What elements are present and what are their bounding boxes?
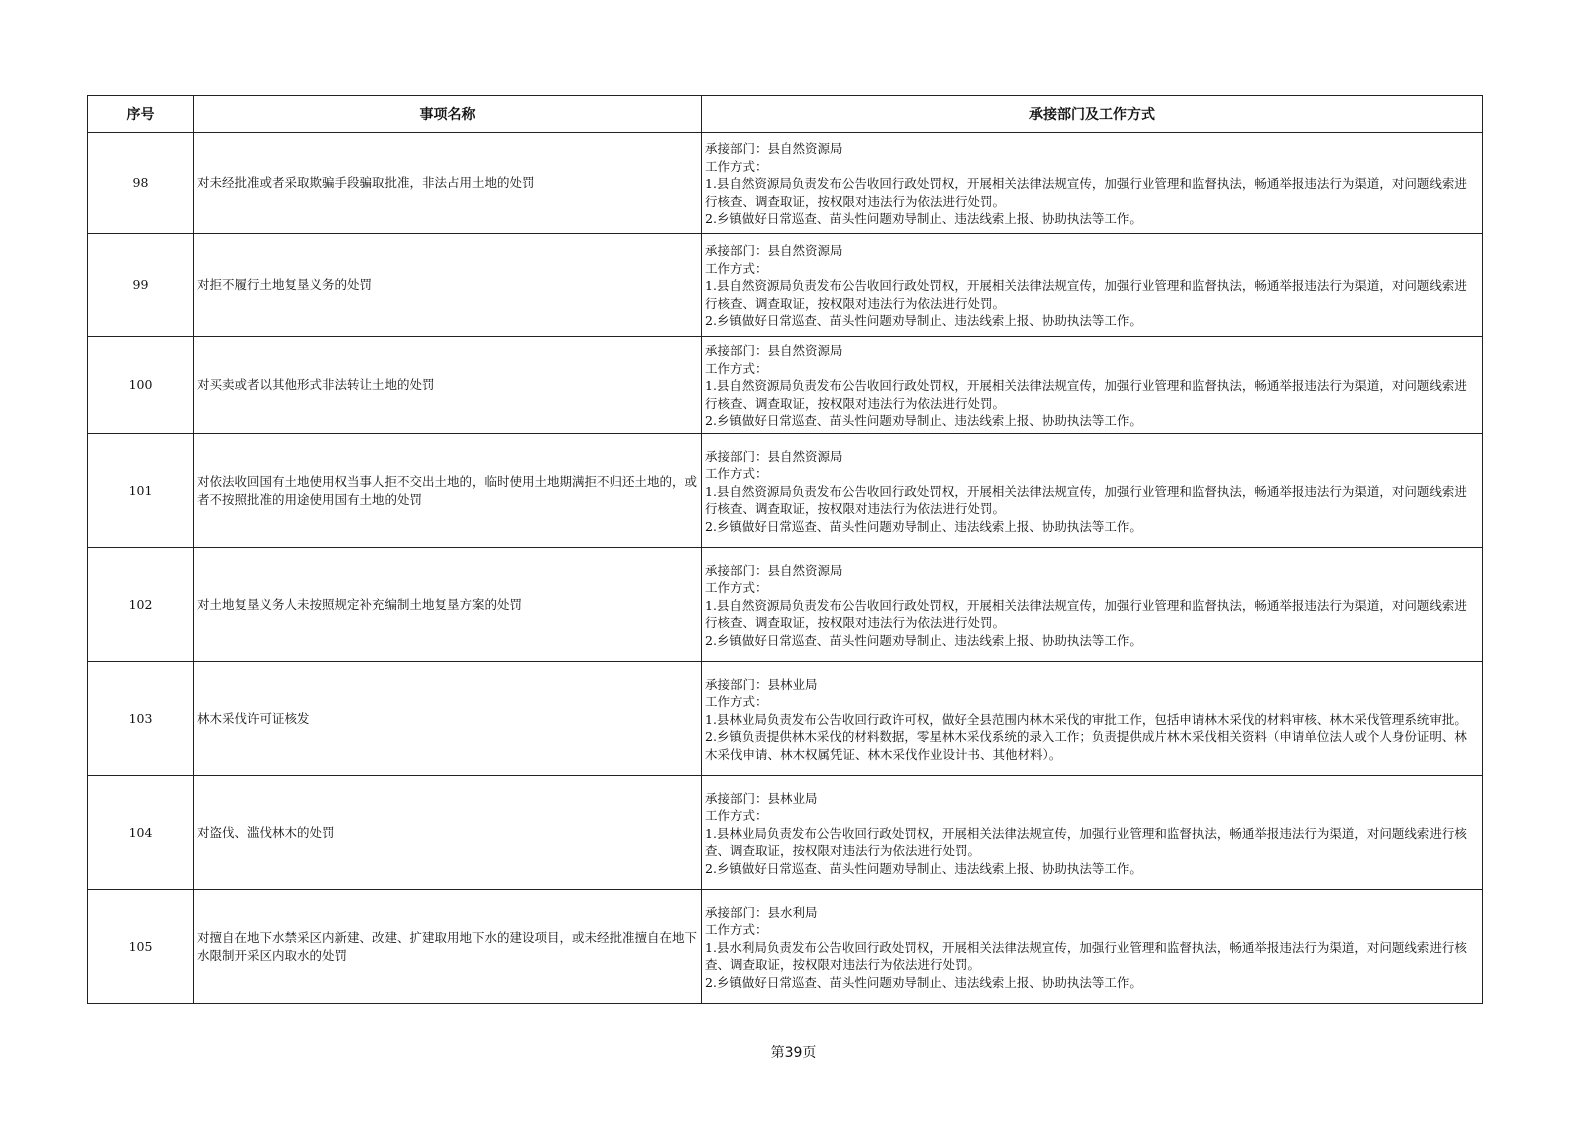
dept-line: 承接部门：县林业局 <box>705 790 818 806</box>
dept-line: 承接部门：县自然资源局 <box>705 448 843 464</box>
dept-line: 承接部门：县自然资源局 <box>705 141 843 157</box>
dept-line: 2.乡镇做好日常巡查、苗头性问题劝导制止、违法线索上报、协助执法等工作。 <box>705 211 1142 227</box>
table-header-row <box>88 96 1483 133</box>
table-row <box>88 548 1483 662</box>
dept-line: 2.乡镇做好日常巡查、苗头性问题劝导制止、违法线索上报、协助执法等工作。 <box>705 974 1142 990</box>
row-num: 102 <box>88 548 194 662</box>
row-num: 101 <box>88 434 194 548</box>
header-dept: 承接部门及工作方式 <box>702 96 1483 133</box>
table-row <box>88 234 1483 337</box>
row-num: 103 <box>88 662 194 776</box>
dept-line: 工作方式： <box>705 580 768 596</box>
dept-line: 承接部门：县林业局 <box>705 676 818 692</box>
dept-line: 1.县自然资源局负责发布公告收回行政处罚权，开展相关法律法规宣传，加强行业管理和监督执法，畅通举报违法行为渠道，对问题线索进行核查、调查取证，按权限对违法行为依法进行处罚。 <box>705 176 1467 209</box>
row-name: 对盗伐、滥伐林木的处罚 <box>194 776 702 890</box>
row-num: 99 <box>88 234 194 337</box>
document-table-container <box>87 95 1482 1004</box>
dept-line: 1.县自然资源局负责发布公告收回行政处罚权，开展相关法律法规宣传，加强行业管理和监督执法，畅通举报违法行为渠道，对问题线索进行核查、调查取证，按权限对违法行为依法进行处罚。 <box>705 378 1467 411</box>
dept-line: 2.乡镇做好日常巡查、苗头性问题劝导制止、违法线索上报、协助执法等工作。 <box>705 518 1142 534</box>
row-dept <box>702 776 1483 890</box>
dept-line: 工作方式： <box>705 694 768 710</box>
table-row <box>88 133 1483 234</box>
row-dept <box>702 337 1483 434</box>
dept-line: 2.乡镇做好日常巡查、苗头性问题劝导制止、违法线索上报、协助执法等工作。 <box>705 632 1142 648</box>
dept-line: 工作方式： <box>705 158 768 174</box>
dept-line: 2.乡镇做好日常巡查、苗头性问题劝导制止、违法线索上报、协助执法等工作。 <box>705 313 1142 329</box>
header-name: 事项名称 <box>194 96 702 133</box>
dept-line: 承接部门：县自然资源局 <box>705 343 843 359</box>
table-row <box>88 337 1483 434</box>
dept-line: 承接部门：县自然资源局 <box>705 243 843 259</box>
dept-line: 2.乡镇负责提供林木采伐的材料数据，零星林木采伐系统的录入工作；负责提供成片林木采伐相关资料（申请单位法人或个人身份证明、林木采伐申请、林木权属凭证、林木采伐作业设计书、其他材料）。 <box>705 729 1467 762</box>
dept-line: 工作方式： <box>705 808 768 824</box>
dept-line: 工作方式： <box>705 466 768 482</box>
row-name: 对拒不履行土地复垦义务的处罚 <box>194 234 702 337</box>
row-num: 105 <box>88 890 194 1004</box>
dept-line: 1.县林业局负责发布公告收回行政处罚权，开展相关法律法规宣传，加强行业管理和监督执法，畅通举报违法行为渠道，对问题线索进行核查、调查取证，按权限对违法行为依法进行处罚。 <box>705 825 1467 859</box>
row-name: 对擅自在地下水禁采区内新建、改建、扩建取用地下水的建设项目，或未经批准擅自在地下水限制开采区内取水的处罚 <box>194 890 702 1004</box>
dept-line: 1.县自然资源局负责发布公告收回行政处罚权，开展相关法律法规宣传，加强行业管理和监督执法，畅通举报违法行为渠道，对问题线索进行核查、调查取证，按权限对违法行为依法进行处罚。 <box>705 597 1467 631</box>
matters-table <box>87 95 1483 1004</box>
row-name: 对未经批准或者采取欺骗手段骗取批准，非法占用土地的处罚 <box>194 133 702 234</box>
dept-line: 承接部门：县水利局 <box>705 904 818 920</box>
row-name: 林木采伐许可证核发 <box>194 662 702 776</box>
page-number: 第39页 <box>770 1045 817 1061</box>
table-row <box>88 776 1483 890</box>
row-name: 对土地复垦义务人未按照规定补充编制土地复垦方案的处罚 <box>194 548 702 662</box>
table-row <box>88 434 1483 548</box>
dept-line: 2.乡镇做好日常巡查、苗头性问题劝导制止、违法线索上报、协助执法等工作。 <box>705 413 1142 429</box>
row-dept <box>702 548 1483 662</box>
dept-line: 1.县林业局负责发布公告收回行政许可权，做好全县范围内林木采伐的审批工作，包括申请林木采伐的材料审核、林木采伐管理系统审批。 <box>705 711 1467 727</box>
row-dept <box>702 434 1483 548</box>
row-dept <box>702 662 1483 776</box>
dept-line: 工作方式： <box>705 360 768 376</box>
header-num: 序号 <box>88 96 194 133</box>
table-row <box>88 890 1483 1004</box>
row-num: 100 <box>88 337 194 434</box>
dept-line: 1.县自然资源局负责发布公告收回行政处罚权，开展相关法律法规宣传，加强行业管理和监督执法，畅通举报违法行为渠道，对问题线索进行核查、调查取证，按权限对违法行为依法进行处罚。 <box>705 278 1467 311</box>
dept-line: 承接部门：县自然资源局 <box>705 562 843 578</box>
row-name: 对依法收回国有土地使用权当事人拒不交出土地的，临时使用土地期满拒不归还土地的，或者不按照批准的用途使用国有土地的处罚 <box>194 434 702 548</box>
dept-line: 1.县水利局负责发布公告收回行政处罚权，开展相关法律法规宣传，加强行业管理和监督执法，畅通举报违法行为渠道，对问题线索进行核查、调查取证，按权限对违法行为依法进行处罚。 <box>705 939 1467 973</box>
dept-line: 工作方式： <box>705 922 768 938</box>
dept-line: 2.乡镇做好日常巡查、苗头性问题劝导制止、违法线索上报、协助执法等工作。 <box>705 860 1142 876</box>
table-row <box>88 662 1483 776</box>
dept-line: 工作方式： <box>705 260 768 276</box>
row-num: 98 <box>88 133 194 234</box>
row-num: 104 <box>88 776 194 890</box>
dept-line: 1.县自然资源局负责发布公告收回行政处罚权，开展相关法律法规宣传，加强行业管理和监督执法，畅通举报违法行为渠道，对问题线索进行核查、调查取证，按权限对违法行为依法进行处罚。 <box>705 483 1467 517</box>
row-dept <box>702 234 1483 337</box>
row-dept <box>702 133 1483 234</box>
row-name: 对买卖或者以其他形式非法转让土地的处罚 <box>194 337 702 434</box>
row-dept <box>702 890 1483 1004</box>
